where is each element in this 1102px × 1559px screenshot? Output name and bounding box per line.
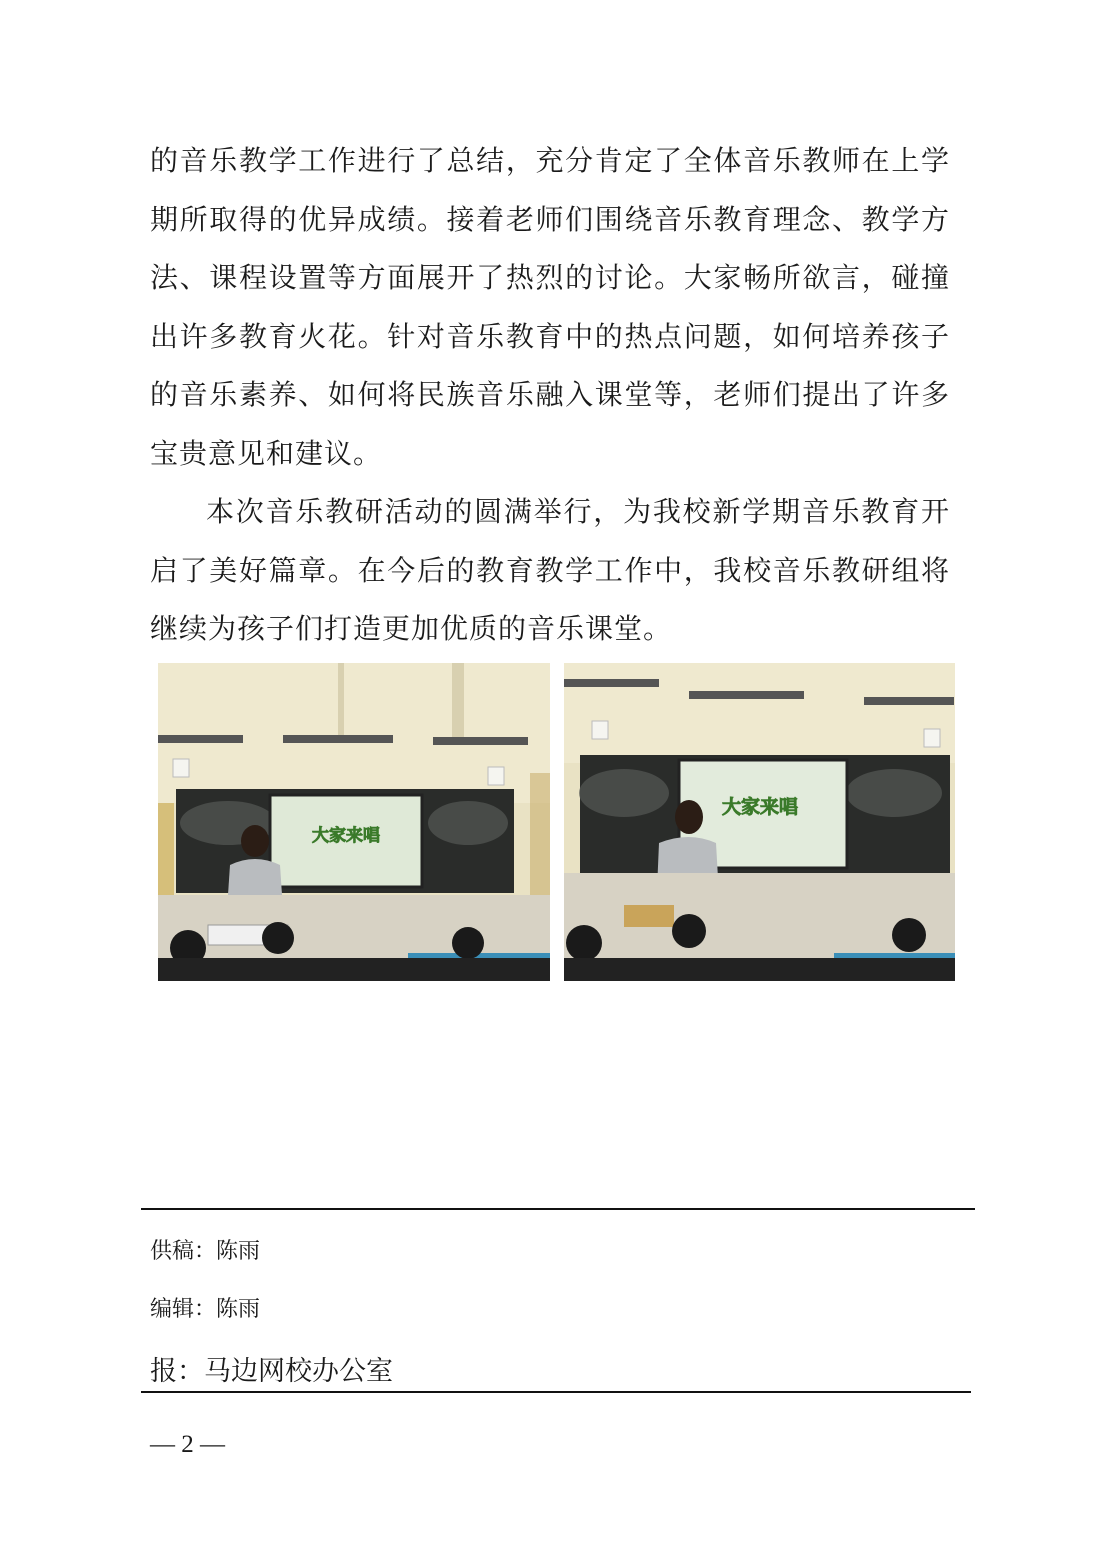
footer-top-rule bbox=[141, 1208, 975, 1210]
report-recipient: 报：马边网校办公室 bbox=[150, 1356, 393, 1387]
contributor-credit: 供稿：陈雨 bbox=[150, 1239, 261, 1264]
article-body bbox=[150, 132, 950, 659]
editor-credit: 编辑：陈雨 bbox=[150, 1297, 261, 1322]
paragraph: 的音乐教学工作进行了总结，充分肯定了全体音乐教师在上学期所取得的优异成绩。接着老师们围绕音乐教育理念、教学方法、课程设置等方面展开了热烈的讨论。大家畅所欲言，碰撞出许多教育火花。针对音乐教育中的热点问题，如何培养孩子的音乐素养、如何将民族音乐融入课堂等，老师们提出了许多宝贵意见和建议。 bbox=[150, 144, 950, 470]
page-number: — 2 — bbox=[150, 1431, 225, 1458]
footer-bottom-rule bbox=[141, 1391, 971, 1393]
paragraph: 本次音乐教研活动的圆满举行，为我校新学期音乐教育开启了美好篇章。在今后的教育教学工作中，我校音乐教研组将继续为孩子们打造更加优质的音乐课堂。 bbox=[150, 495, 950, 645]
classroom-photo bbox=[158, 663, 550, 981]
classroom-photo bbox=[564, 663, 955, 981]
slide-title: 大家来唱 bbox=[721, 796, 799, 818]
slide-title: 大家来唱 bbox=[312, 826, 380, 846]
